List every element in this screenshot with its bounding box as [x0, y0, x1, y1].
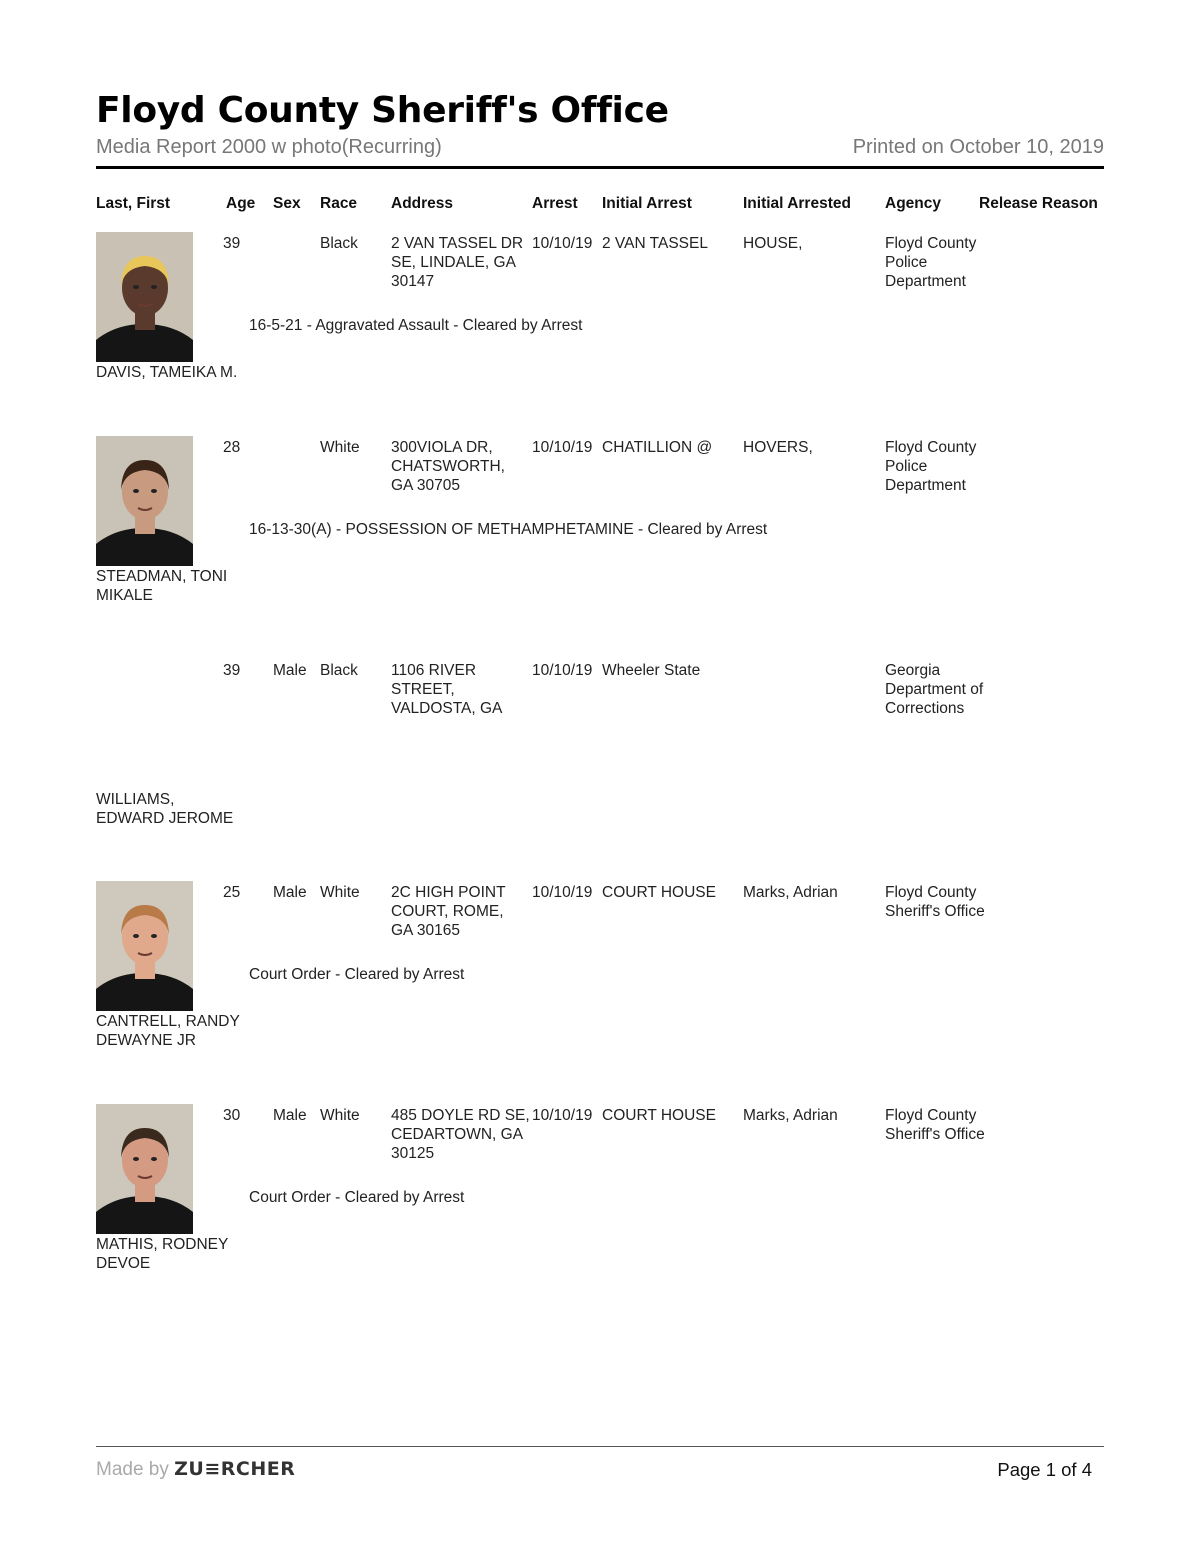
cell-race: Black: [320, 662, 358, 679]
agency-line: Floyd County: [885, 439, 977, 456]
person-name: [96, 790, 233, 828]
column-header-address: Address: [391, 195, 454, 212]
mugshot-photo: [96, 881, 193, 1011]
cell-arrest: 10/10/19: [532, 1107, 593, 1124]
cell-sex: Male: [273, 884, 307, 901]
cell-age: 30: [223, 1107, 241, 1124]
person-name: [96, 1012, 240, 1050]
charge-text: Court Order - Cleared by Arrest: [249, 966, 465, 983]
agency-line: Sheriff's Office: [885, 1126, 985, 1143]
cell-agency: [885, 1106, 985, 1144]
agency-line: Floyd County: [885, 884, 977, 901]
name-line: WILLIAMS,: [96, 791, 175, 808]
name-line: STEADMAN, TONI: [96, 568, 228, 585]
cell-address: [391, 438, 505, 495]
cell-arrest: 10/10/19: [532, 662, 593, 679]
cell-age: 28: [223, 439, 241, 456]
address-line: 30125: [391, 1145, 435, 1162]
person-name: [96, 567, 227, 605]
cell-arrest: 10/10/19: [532, 235, 593, 252]
column-header-agency: Agency: [885, 195, 941, 212]
cell-initial-arrest: 2 VAN TASSEL: [602, 235, 708, 252]
cell-race: White: [320, 1107, 360, 1124]
name-line: DAVIS, TAMEIKA M.: [96, 364, 238, 381]
address-line: GA 30165: [391, 922, 460, 939]
address-line: 1106 RIVER: [391, 662, 477, 679]
column-header-age: Age: [226, 195, 256, 212]
name-line: CANTRELL, RANDY: [96, 1013, 240, 1030]
agency-line: Department: [885, 477, 966, 494]
address-line: STREET,: [391, 681, 455, 698]
page-title: Floyd County Sheriff's Office: [96, 90, 669, 131]
cell-initial-arrest: CHATILLION @: [602, 439, 713, 456]
printed-date: Printed on October 10, 2019: [852, 136, 1104, 158]
footer-divider: [96, 1446, 1104, 1447]
agency-line: Department: [885, 273, 966, 290]
made-by-logo: [96, 1458, 295, 1481]
person-name: [96, 363, 237, 382]
cell-sex: Male: [273, 1107, 307, 1124]
address-line: COURT, ROME,: [391, 903, 504, 920]
column-header-arrest: Arrest: [532, 195, 578, 212]
address-line: VALDOSTA, GA: [391, 700, 503, 717]
cell-initial-arrest: COURT HOUSE: [602, 1107, 716, 1124]
charge-text: 16-13-30(A) - POSSESSION OF METHAMPHETAMINE - Cleared by Arrest: [249, 521, 768, 538]
column-header-initial-arrested: Initial Arrested: [743, 195, 851, 212]
name-line: DEWAYNE JR: [96, 1032, 196, 1049]
cell-agency: [885, 438, 976, 495]
cell-address: [391, 661, 502, 718]
address-line: 30147: [391, 273, 435, 290]
person-name: [96, 1235, 228, 1273]
cell-sex: Male: [273, 662, 307, 679]
address-line: 2 VAN TASSEL DR: [391, 235, 524, 252]
cell-arrest: 10/10/19: [532, 439, 593, 456]
cell-race: White: [320, 439, 360, 456]
header-divider: [96, 166, 1104, 169]
cell-agency: [885, 234, 976, 291]
address-line: 300VIOLA DR,: [391, 439, 493, 456]
column-header-sex: Sex: [273, 195, 301, 212]
agency-line: Department of: [885, 681, 984, 698]
address-line: 2C HIGH POINT: [391, 884, 506, 901]
page-number: Page 1 of 4: [997, 1459, 1092, 1480]
charge-text: Court Order - Cleared by Arrest: [249, 1189, 465, 1206]
cell-address: [391, 234, 523, 291]
cell-race: White: [320, 884, 360, 901]
cell-initial-arrested: Marks, Adrian: [743, 884, 838, 901]
mugshot-photo: [96, 1104, 193, 1234]
agency-line: Georgia: [885, 662, 941, 679]
name-line: EDWARD JEROME: [96, 810, 234, 827]
name-line: MATHIS, RODNEY: [96, 1236, 229, 1253]
cell-address: [391, 883, 506, 940]
column-header-name: Last, First: [96, 195, 171, 212]
column-header-release-reason: Release Reason: [979, 195, 1098, 212]
mugshot-photo: [96, 436, 193, 566]
agency-line: Floyd County: [885, 235, 977, 252]
cell-agency: [885, 661, 983, 718]
cell-age: 39: [223, 235, 241, 252]
brand-name: ZU≡RCHER: [174, 1458, 296, 1480]
name-line: DEVOE: [96, 1255, 151, 1272]
name-line: MIKALE: [96, 587, 153, 604]
column-header-initial-arrest: Initial Arrest: [602, 195, 692, 212]
made-by-text: Made by: [96, 1459, 169, 1480]
mugshot-photo: [96, 232, 193, 362]
cell-initial-arrest: COURT HOUSE: [602, 884, 716, 901]
charge-text: 16-5-21 - Aggravated Assault - Cleared by Arrest: [249, 317, 583, 334]
cell-age: 25: [223, 884, 241, 901]
agency-line: Floyd County: [885, 1107, 977, 1124]
address-line: 485 DOYLE RD SE,: [391, 1107, 530, 1124]
address-line: GA 30705: [391, 477, 460, 494]
cell-initial-arrested: Marks, Adrian: [743, 1107, 838, 1124]
cell-arrest: 10/10/19: [532, 884, 593, 901]
cell-address: [391, 1106, 530, 1163]
address-line: CHATSWORTH,: [391, 458, 505, 475]
agency-line: Sheriff's Office: [885, 903, 985, 920]
cell-race: Black: [320, 235, 358, 252]
address-line: CEDARTOWN, GA: [391, 1126, 524, 1143]
address-line: SE, LINDALE, GA: [391, 254, 516, 271]
cell-agency: [885, 883, 985, 921]
report-name: Media Report 2000 w photo(Recurring): [96, 136, 442, 158]
agency-line: Police: [885, 458, 928, 475]
agency-line: Police: [885, 254, 928, 271]
cell-initial-arrest: Wheeler State: [602, 662, 701, 679]
cell-initial-arrested: HOUSE,: [743, 235, 803, 252]
column-header-race: Race: [320, 195, 358, 212]
cell-initial-arrested: HOVERS,: [743, 439, 813, 456]
agency-line: Corrections: [885, 700, 965, 717]
cell-age: 39: [223, 662, 241, 679]
